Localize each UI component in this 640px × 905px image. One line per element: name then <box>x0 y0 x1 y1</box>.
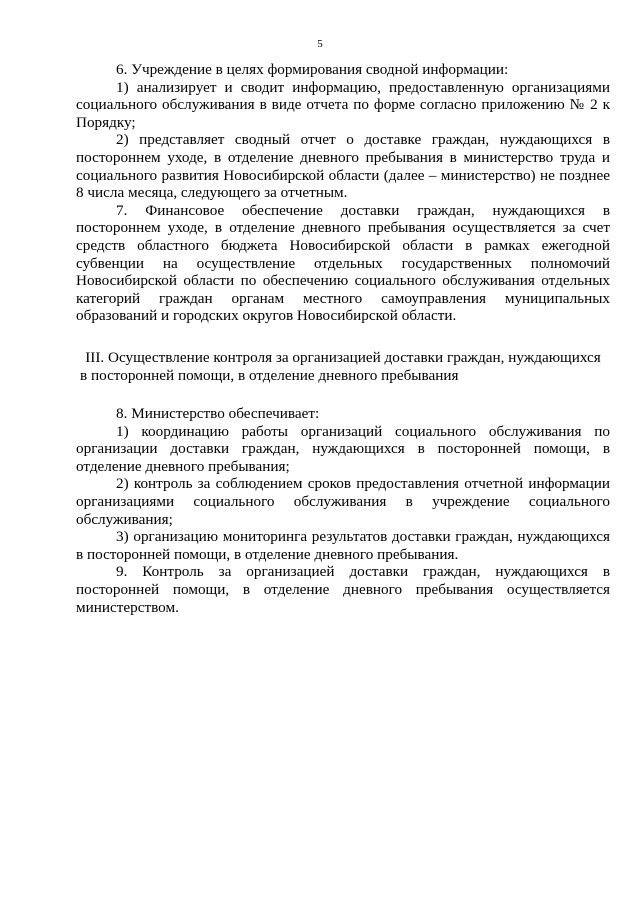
paragraph-6-heading: 6. Учреждение в целях формирования сводной информации: <box>116 61 509 78</box>
page-number: 5 <box>317 38 323 50</box>
paragraph-8-item-1: 1) координацию работы организаций социального обслуживания по организации доставки граждан, нуждающихся в посторонней помощи, в отделение дневного пребывания; <box>76 422 610 475</box>
document-body <box>76 61 610 616</box>
paragraph-8-item-3: 3) организацию мониторинга результатов доставки граждан, нуждающихся в посторонней помощи, в отделение дневного пребывания. <box>76 528 610 563</box>
paragraph-8-item-2: 2) контроль за соблюдением сроков предоставления отчетной информации организациями социального обслуживания в учреждение социального обслуживания; <box>76 475 610 528</box>
paragraph-6-item-2: 2) представляет сводный отчет о доставке граждан, нуждающихся в постороннем уходе, в отделение дневного пребывания в министерство труда и социального развития Новосибирской области (далее – министерство) не позднее 8 числа месяца, следующего за отчетным. <box>76 131 610 202</box>
paragraph-8-heading: 8. Министерство обеспечивает: <box>116 405 320 423</box>
paragraph-9: 9. Контроль за организацией доставки граждан, нуждающихся в посторонней помощи, в отделение дневного пребывания осуществляется министерством. <box>76 563 610 616</box>
section-title: III. Осуществление контроля за организацией доставки граждан, нуждающихся в посторонней помощи, в отделение дневного пребывания <box>80 348 601 384</box>
paragraph-6-item-1: 1) анализирует и сводит информацию, предоставленную организациями социального обслуживания в виде отчета по форме согласно приложению № 2 к Порядку; <box>76 78 610 131</box>
paragraph-7: 7. Финансовое обеспечение доставки граждан, нуждающихся в постороннем уходе, в отделение дневного пребывания осуществляется за счет средств областного бюджета Новосибирской области в рамках ежегодной субвенции на осуществление отдельных государственных полномочий Новосибирской области по обеспечению социального обслуживания отдельных категорий граждан органам местного самоуправления муниципальных образований и городских округов Новосибирской области. <box>76 201 610 325</box>
